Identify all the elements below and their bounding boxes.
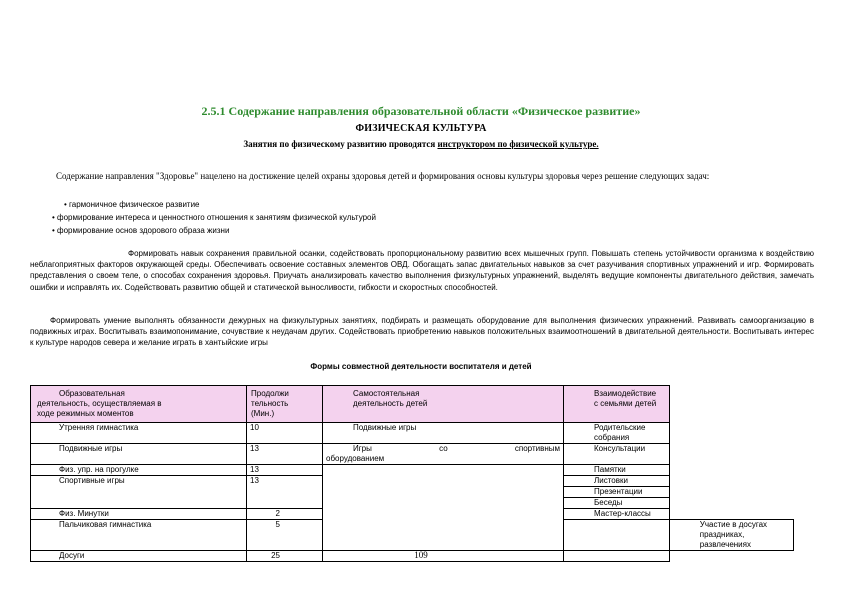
header-independent-line: Самостоятельная bbox=[353, 389, 420, 398]
list-item: • гармоничное физическое развитие bbox=[64, 200, 200, 209]
section-heading: 2.5.1 Содержание направления образовательной области «Физическое развитие» bbox=[201, 104, 641, 118]
list-item: • формирование основ здорового образа жизни bbox=[52, 226, 230, 235]
duration-cell: 13 bbox=[247, 476, 323, 509]
instructor-note-text: Занятия по физическому развитию проводятся bbox=[243, 139, 438, 149]
activity-cell: Подвижные игры bbox=[31, 444, 247, 465]
family-cell: Листовки bbox=[564, 476, 670, 487]
independent-word: спортивным bbox=[514, 444, 560, 453]
header-independent-line: деятельность детей bbox=[353, 399, 428, 408]
duration-cell: 10 bbox=[247, 423, 323, 444]
intro-paragraph: Содержание направления "Здоровье" нацелено на достижение целей охраны здоровья детей и формирования основы культуры здоровья через решение следующих задач: bbox=[56, 171, 710, 181]
family-cell: Презентации bbox=[564, 487, 670, 498]
header-activity-line: ходе режимных моментов bbox=[37, 409, 134, 418]
family-cell: Памятки bbox=[564, 465, 670, 476]
header-activity bbox=[31, 386, 247, 423]
duration-cell: 13 bbox=[247, 444, 323, 465]
family-cell: Консультации bbox=[564, 444, 670, 465]
independent-word: оборудованием bbox=[326, 454, 385, 463]
subsection-title: ФИЗИЧЕСКАЯ КУЛЬТУРА bbox=[355, 123, 487, 134]
header-duration-line: (Мин.) bbox=[251, 409, 275, 418]
independent-empty-cell bbox=[564, 520, 670, 551]
duration-cell: 13 bbox=[247, 465, 323, 476]
activity-cell: Досуги bbox=[31, 551, 247, 562]
page-number: 109 bbox=[414, 550, 428, 560]
table-row bbox=[31, 465, 794, 476]
family-cell: Участие в досугах праздниках, развлечениях bbox=[669, 520, 793, 551]
activity-cell: Пальчиковая гимнастика bbox=[31, 520, 247, 551]
skills-paragraph: Формировать умение выполнять обязанности дежурных на физкультурных занятиях, подбирать и размещать оборудование для выполнения физических упражнений. Развивать самоорганизацию в подвижных играх. Воспитывать взаимопонимание, сочувствие к неудачам других. Содействовать приобретению навыков положительных взаимоотношений в двигательной деятельности. Воспитывать интерес к культуре народов севера и желание играть в хантыйские игры bbox=[30, 316, 814, 348]
family-cell: Мастер-классы bbox=[564, 509, 670, 520]
table-header-row bbox=[31, 386, 794, 423]
activity-cell: Спортивные игры bbox=[31, 476, 247, 509]
table-row bbox=[31, 423, 794, 444]
header-duration bbox=[247, 386, 323, 423]
independent-cell bbox=[323, 444, 564, 465]
activity-cell: Утренняя гимнастика bbox=[31, 423, 247, 444]
activity-cell: Физ. упр. на прогулке bbox=[31, 465, 247, 476]
header-activity-line: Образовательная bbox=[59, 389, 125, 398]
header-duration-line: Продолжи bbox=[251, 389, 289, 398]
independent-cell: Подвижные игры bbox=[323, 423, 564, 444]
activities-table bbox=[30, 385, 794, 562]
table-row bbox=[31, 444, 794, 465]
independent-empty-cell bbox=[323, 465, 564, 551]
activity-cell: Физ. Минутки bbox=[31, 509, 247, 520]
table-title: Формы совместной деятельности воспитателя и детей bbox=[310, 362, 532, 371]
header-activity-line: деятельность, осуществляемая в bbox=[37, 399, 162, 408]
family-cell: Родительские собрания bbox=[564, 423, 670, 444]
task-list bbox=[52, 198, 376, 237]
header-family-line: Взаимодействие bbox=[594, 389, 657, 398]
header-duration-line: тельность bbox=[251, 399, 289, 408]
duration-cell: 5 bbox=[247, 520, 323, 551]
header-independent bbox=[323, 386, 564, 423]
independent-word: Игры bbox=[353, 444, 372, 453]
duration-cell: 25 bbox=[247, 551, 323, 562]
instructor-note bbox=[0, 139, 842, 149]
instructor-note-underlined: инструктором по физической культуре. bbox=[437, 139, 599, 149]
duration-cell: 2 bbox=[247, 509, 323, 520]
header-family-line: с семьями детей bbox=[594, 399, 657, 408]
header-family bbox=[564, 386, 670, 423]
goals-paragraph: Формировать навык сохранения правильной осанки, содействовать пропорциональному развитию всех мышечных групп. Повышать степень устойчивости организма к воздействию неблагоприятных факторов окружающей среды. Обеспечивать освоение составных элементов ОВД. Обогащать запас двигательных навыков за счет разучивания спортивных упражнений и игр. Формировать представления о своем теле, о способах сохранения здоровья. Приучать анализировать качество выполнения физкультурных упражнений, выделять ведущие компоненты двигательного действия, замечать ошибки и исправлять их. Содействовать развитию общей и статической выносливости, гибкости и скоростных способностей. bbox=[30, 249, 814, 292]
independent-word: со bbox=[439, 444, 448, 453]
family-cell: Беседы bbox=[564, 498, 670, 509]
list-item: • формирование интереса и ценностного отношения к занятиям физической культурой bbox=[52, 213, 376, 222]
